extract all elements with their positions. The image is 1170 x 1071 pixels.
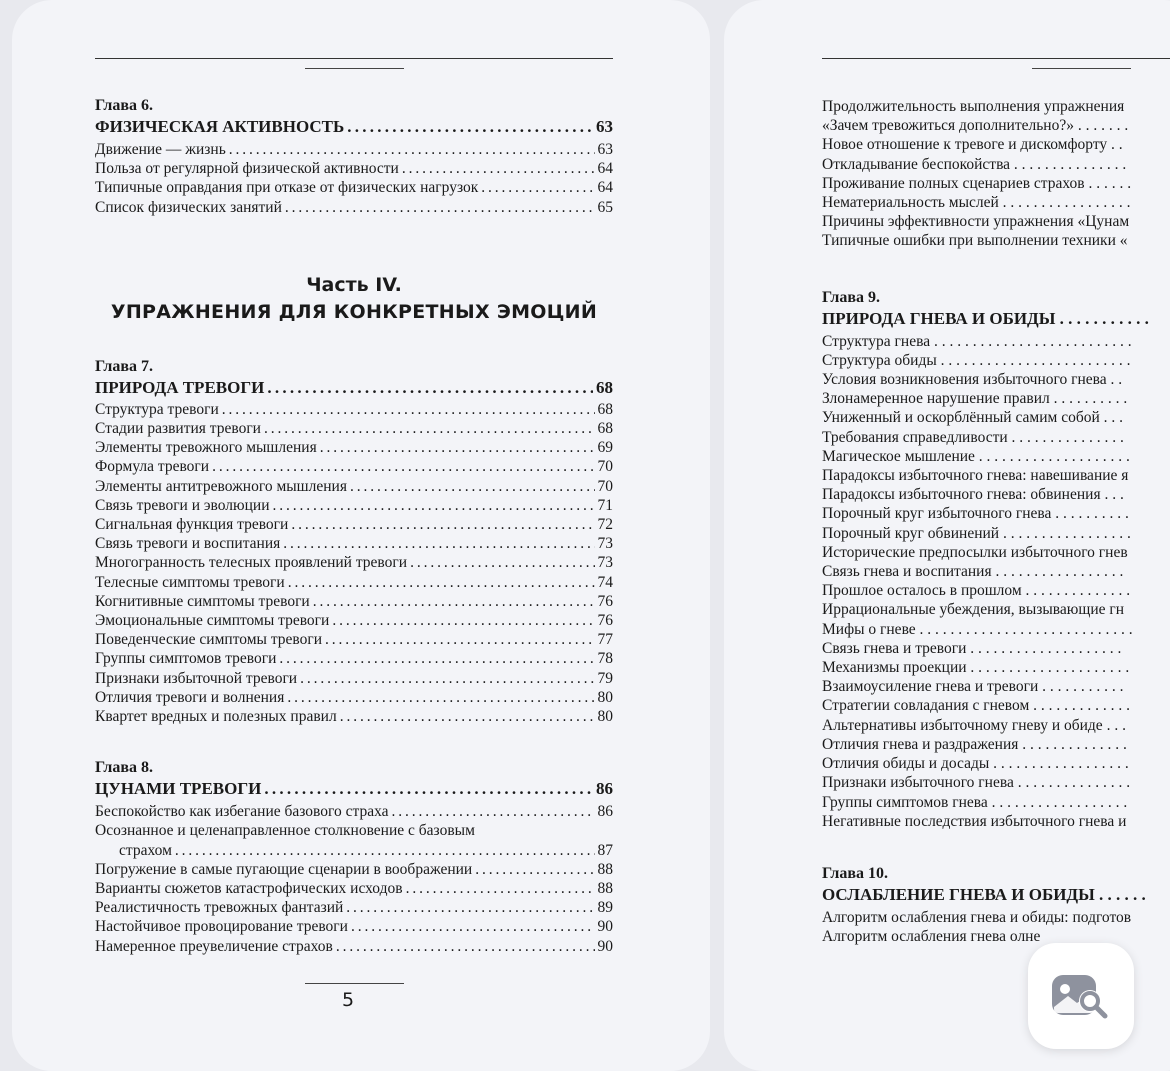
- dot-leader: [291, 515, 594, 534]
- toc-entry[interactable]: Продолжительность выполнения упражнения: [822, 98, 1125, 115]
- top-rule-right: [822, 58, 1170, 59]
- toc-entry-title: Поведенческие симптомы тревоги: [95, 631, 323, 649]
- toc-entry[interactable]: Условия возникновения избыточного гнева . .: [822, 371, 1123, 389]
- right-top-entries: [822, 97, 1170, 251]
- chapter-9-label: Глава 9.: [822, 288, 880, 306]
- dot-leader: [264, 419, 595, 438]
- toc-entry-page: 73: [597, 535, 613, 553]
- toc-entry-page: 77: [597, 631, 613, 649]
- toc-entry-page: 80: [597, 688, 613, 706]
- toc-entry-page: 70: [597, 477, 613, 495]
- chapter-8-title[interactable]: ЦУНАМИ ТРЕВОГИ . . . 86: [95, 777, 613, 800]
- dot-leader: [285, 198, 595, 217]
- chapter-7-entries: [95, 400, 613, 726]
- header-short-rule: [305, 68, 404, 69]
- toc-entry[interactable]: «Зачем тревожиться дополнительно?» . . . . . . .: [822, 117, 1129, 135]
- toc-entry[interactable]: [95, 140, 613, 159]
- chapter-10-entries: [822, 908, 1170, 946]
- top-rule: [95, 58, 613, 59]
- chapter-8-label: Глава 8.: [95, 759, 153, 777]
- toc-entry[interactable]: Отличия гнева и раздражения . . . . . . . . . . . . . .: [822, 735, 1127, 753]
- toc-entry-title: Элементы тревожного мышления: [95, 439, 317, 457]
- toc-entry-page: 74: [597, 573, 613, 591]
- dot-leader: [287, 688, 594, 707]
- toc-entry[interactable]: Униженный и оскорблённый самим собой . . .: [822, 409, 1124, 427]
- toc-entry-page: 64: [597, 179, 613, 197]
- toc-entry-page: 76: [597, 592, 613, 610]
- toc-entry[interactable]: [95, 159, 613, 178]
- toc-entry[interactable]: [95, 496, 613, 515]
- toc-entry[interactable]: [95, 802, 613, 821]
- toc-entry-title: Связь тревоги и воспитания: [95, 535, 281, 553]
- toc-entry[interactable]: Порочный круг избыточного гнева . . . . . . . . . .: [822, 505, 1129, 523]
- toc-entry[interactable]: [95, 592, 613, 611]
- toc-entry[interactable]: Связь гнева и тревоги . . . . . . . . . . . . . . . . . . . .: [822, 639, 1122, 657]
- toc-entry[interactable]: [95, 630, 613, 649]
- toc-entry[interactable]: Исторические предпосылки избыточного гнев: [822, 543, 1128, 561]
- toc-entry[interactable]: [95, 707, 613, 726]
- toc-entry[interactable]: [95, 649, 613, 668]
- toc-entry-page: 78: [597, 650, 613, 668]
- dot-leader: [402, 159, 595, 178]
- dot-leader: [336, 937, 595, 956]
- toc-entry[interactable]: [95, 917, 613, 936]
- toc-entry-page: 90: [597, 918, 613, 936]
- toc-entry-page: 86: [597, 803, 613, 821]
- dot-leader: [229, 140, 595, 159]
- toc-entry[interactable]: [95, 419, 613, 438]
- toc-entry[interactable]: Требования справедливости . . . . . . . . . . . . . . .: [822, 428, 1124, 446]
- toc-entry-title: Элементы антитревожного мышления: [95, 477, 347, 495]
- page-number: 5: [342, 989, 355, 1011]
- toc-entry[interactable]: Группы симптомов гнева . . . . . . . . . . . . . . . . . .: [822, 793, 1128, 811]
- chapter-10-label: Глава 10.: [822, 864, 888, 882]
- toc-entry[interactable]: Признаки избыточного гнева . . . . . . . . . . . . . . .: [822, 774, 1131, 792]
- toc-entry[interactable]: [95, 553, 613, 572]
- dot-leader: [410, 553, 594, 572]
- toc-entry-page: 63: [597, 141, 613, 158]
- chapter-9-entries: [822, 332, 1170, 831]
- dot-leader: [332, 611, 594, 630]
- toc-entry-title: Беспокойство как избегание базового страха: [95, 803, 389, 821]
- toc-entry-page: 73: [597, 554, 613, 572]
- left-page: [12, 0, 710, 1071]
- part-title: УПРАЖНЕНИЯ ДЛЯ КОНКРЕТНЫХ ЭМОЦИЙ: [110, 300, 598, 323]
- toc-entry-title: Польза от регулярной физической активности: [95, 160, 399, 178]
- toc-entry-title: Структура тревоги: [95, 400, 219, 418]
- toc-entry-title: Группы симптомов тревоги: [95, 650, 277, 668]
- toc-entry-title: Телесные симптомы тревоги: [95, 573, 285, 591]
- dot-leader: [351, 917, 595, 936]
- toc-entry-page: 76: [597, 612, 613, 630]
- dot-leader: [288, 573, 595, 592]
- toc-entry-page: 72: [597, 516, 613, 534]
- toc-entry-page: 65: [597, 198, 613, 216]
- toc-entry[interactable]: Парадоксы избыточного гнева: навешивание я: [822, 467, 1129, 485]
- chapter-10-title[interactable]: ОСЛАБЛЕНИЕ ГНЕВА И ОБИДЫ . . . . . .: [822, 884, 1146, 904]
- toc-entry[interactable]: [95, 937, 613, 956]
- right-page: [724, 0, 1170, 1071]
- dot-leader: [392, 802, 595, 821]
- toc-entry-title: Формула тревоги: [95, 458, 210, 476]
- toc-entry-title: Варианты сюжетов катастрофических исходов: [95, 880, 403, 898]
- dot-leader: [481, 178, 594, 197]
- toc-right: [822, 97, 1170, 946]
- toc-entry[interactable]: Порочный круг обвинений . . . . . . . . . . . . . . . . .: [822, 524, 1131, 542]
- toc-entry[interactable]: [95, 898, 613, 917]
- toc-entry-title: Типичные оправдания при отказе от физических нагрузок: [95, 179, 479, 197]
- toc-entry[interactable]: Нематериальность мыслей . . . . . . . . . . . . . . . . .: [822, 194, 1131, 212]
- chapter-6-label: Глава 6.: [95, 97, 153, 114]
- dot-leader: [279, 649, 594, 668]
- toc-entry[interactable]: Магическое мышление . . . . . . . . . . . . . . . . . . . .: [822, 447, 1130, 465]
- toc-entry-page: 70: [597, 458, 613, 476]
- toc-entry-page: 79: [597, 669, 613, 687]
- toc-entry[interactable]: Откладывание беспокойства . . . . . . . . . . . . . . .: [822, 155, 1127, 173]
- toc-entry[interactable]: Новое отношение к тревоге и дискомфорту . .: [822, 136, 1123, 154]
- chapter-6-entries: [95, 140, 613, 217]
- toc-entry-title: Когнитивные симптомы тревоги: [95, 592, 310, 610]
- toc-entry[interactable]: Связь гнева и воспитания . . . . . . . . . . . . . . . . .: [822, 563, 1124, 581]
- toc-entry[interactable]: Мифы о гневе . . . . . . . . . . . . . . . . . . . . . . . . . . . .: [822, 620, 1133, 638]
- toc-entry[interactable]: [95, 860, 613, 879]
- footer-rule: [305, 983, 404, 984]
- toc-entry-title: Стадии развития тревоги: [95, 420, 261, 438]
- toc-entry[interactable]: Алгоритм ослабления гнева и обиды: подготов: [822, 908, 1132, 926]
- toc-entry[interactable]: Отличия обиды и досады . . . . . . . . . . . . . . . . . .: [822, 755, 1129, 773]
- dot-leader: [313, 592, 595, 611]
- toc-entry[interactable]: [95, 438, 613, 457]
- header-short-rule-right: [1032, 68, 1131, 69]
- dot-leader: [320, 438, 595, 457]
- toc-entry-title: Квартет вредных и полезных правил: [95, 708, 337, 726]
- toc-entry-title: Связь тревоги и эволюции: [95, 496, 270, 514]
- toc-entry-title: Отличия тревоги и волнения: [95, 688, 285, 706]
- toc-entry[interactable]: Прошлое осталось в прошлом . . . . . . . . . . . . . .: [822, 582, 1131, 600]
- toc-entry-title: Эмоциональные симптомы тревоги: [95, 612, 330, 630]
- toc-entry-title: Движение — жизнь: [95, 141, 226, 158]
- chapter-8-entries: [95, 802, 613, 821]
- dot-leader: [406, 879, 595, 898]
- image-search-icon: [1050, 969, 1112, 1023]
- toc-entry[interactable]: Типичные ошибки при выполнении техники «: [822, 232, 1128, 250]
- toc-entry[interactable]: [95, 400, 613, 419]
- toc-entry[interactable]: [95, 688, 613, 707]
- toc-entry-page: 69: [597, 439, 613, 457]
- chapter-9-title[interactable]: ПРИРОДА ГНЕВА И ОБИДЫ . . . . . . . . . . .: [822, 308, 1149, 328]
- dot-leader: [475, 860, 594, 879]
- dot-leader: [300, 669, 594, 688]
- toc-entry-page: 90: [597, 937, 613, 955]
- toc-entry[interactable]: [95, 515, 613, 534]
- toc-entry[interactable]: [95, 611, 613, 630]
- toc-entry[interactable]: [95, 477, 613, 496]
- chapter-6-title[interactable]: ФИЗИЧЕСКАЯ АКТИВНОСТЬ . . . 63: [95, 115, 613, 138]
- toc-entry-page: 88: [597, 860, 613, 878]
- dot-leader: [212, 457, 594, 476]
- toc-entry[interactable]: [95, 198, 613, 217]
- toc-entry-page: 80: [597, 708, 613, 726]
- dot-leader: [350, 477, 595, 496]
- toc-entry-title: Признаки избыточной тревоги: [95, 669, 298, 687]
- toc-entry[interactable]: Алгоритм ослабления гнева олне: [822, 928, 1041, 946]
- toc-entry[interactable]: Структура гнева . . . . . . . . . . . . . . . . . . . . . . . . . .: [822, 332, 1132, 350]
- toc-entry[interactable]: Взаимоусиление гнева и тревоги . . . . . . . . . . .: [822, 678, 1124, 696]
- toc-entry[interactable]: Иррациональные убеждения, вызывающие гн: [822, 601, 1125, 619]
- toc-entry-page: 89: [597, 899, 613, 917]
- toc-entry-title: Погружение в самые пугающие сценарии в воображении: [95, 860, 473, 878]
- toc-entry[interactable]: Причины эффективности упражнения «Цунам: [822, 213, 1130, 231]
- toc-entry[interactable]: [95, 669, 613, 688]
- dot-leader: [325, 630, 594, 649]
- part-label: Часть IV.: [306, 273, 402, 296]
- chapter-7-label: Глава 7.: [95, 357, 153, 375]
- toc-entry-multiline-second[interactable]: страхом . . . 87: [95, 841, 613, 860]
- toc-entry-page: 71: [597, 496, 613, 514]
- toc-entry[interactable]: Злонамеренное нарушение правил . . . . . . . . . .: [822, 390, 1128, 408]
- toc-entry-title: Настойчивое провоцирование тревоги: [95, 918, 348, 936]
- toc-entry[interactable]: Механизмы проекции . . . . . . . . . . . . . . . . . . . . .: [822, 659, 1130, 677]
- toc-entry-title: Список физических занятий: [95, 198, 282, 216]
- chapter-8-entries-more: [95, 860, 613, 956]
- toc-entry[interactable]: Стратегии совладания с гневом . . . . . . . . . . . . .: [822, 697, 1131, 715]
- toc-entry-page: 64: [597, 160, 613, 178]
- toc-entry-multiline-first[interactable]: Осознанное и целенаправленное столкновение с базовым: [95, 822, 475, 840]
- dot-leader: [346, 898, 594, 917]
- toc-entry-title: Реалистичность тревожных фантазий: [95, 899, 344, 917]
- dot-leader: [222, 400, 595, 419]
- toc-entry[interactable]: Негативные последствия избыточного гнева и: [822, 812, 1127, 830]
- toc-entry-page: 68: [597, 420, 613, 438]
- toc-entry[interactable]: [95, 178, 613, 197]
- dot-leader: [283, 534, 594, 553]
- toc-entry[interactable]: Парадоксы избыточного гнева: обвинения . . .: [822, 486, 1124, 504]
- toc-entry-page: 68: [597, 400, 613, 418]
- toc-entry[interactable]: [95, 879, 613, 898]
- toc-entry[interactable]: Альтернативы избыточному гневу и обиде . . .: [822, 716, 1126, 734]
- toc-entry-page: 88: [597, 880, 613, 898]
- toc-entry[interactable]: Проживание полных сценариев страхов . . . . . .: [822, 174, 1132, 192]
- toc-left: [95, 97, 613, 956]
- dot-leader: [340, 707, 595, 726]
- toc-entry[interactable]: [95, 573, 613, 592]
- toc-entry[interactable]: Структура обиды . . . . . . . . . . . . . . . . . . . . . . . . .: [822, 351, 1131, 369]
- toc-entry[interactable]: [95, 457, 613, 476]
- chapter-7-title[interactable]: ПРИРОДА ТРЕВОГИ . . . 68: [95, 376, 613, 399]
- toc-entry[interactable]: [95, 534, 613, 553]
- toc-entry-title: Намеренное преувеличение страхов: [95, 937, 333, 955]
- image-search-button[interactable]: [1028, 943, 1134, 1049]
- toc-entry-title: Сигнальная функция тревоги: [95, 516, 289, 534]
- dot-leader: [273, 496, 595, 515]
- toc-entry-title: Многогранность телесных проявлений тревоги: [95, 554, 408, 572]
